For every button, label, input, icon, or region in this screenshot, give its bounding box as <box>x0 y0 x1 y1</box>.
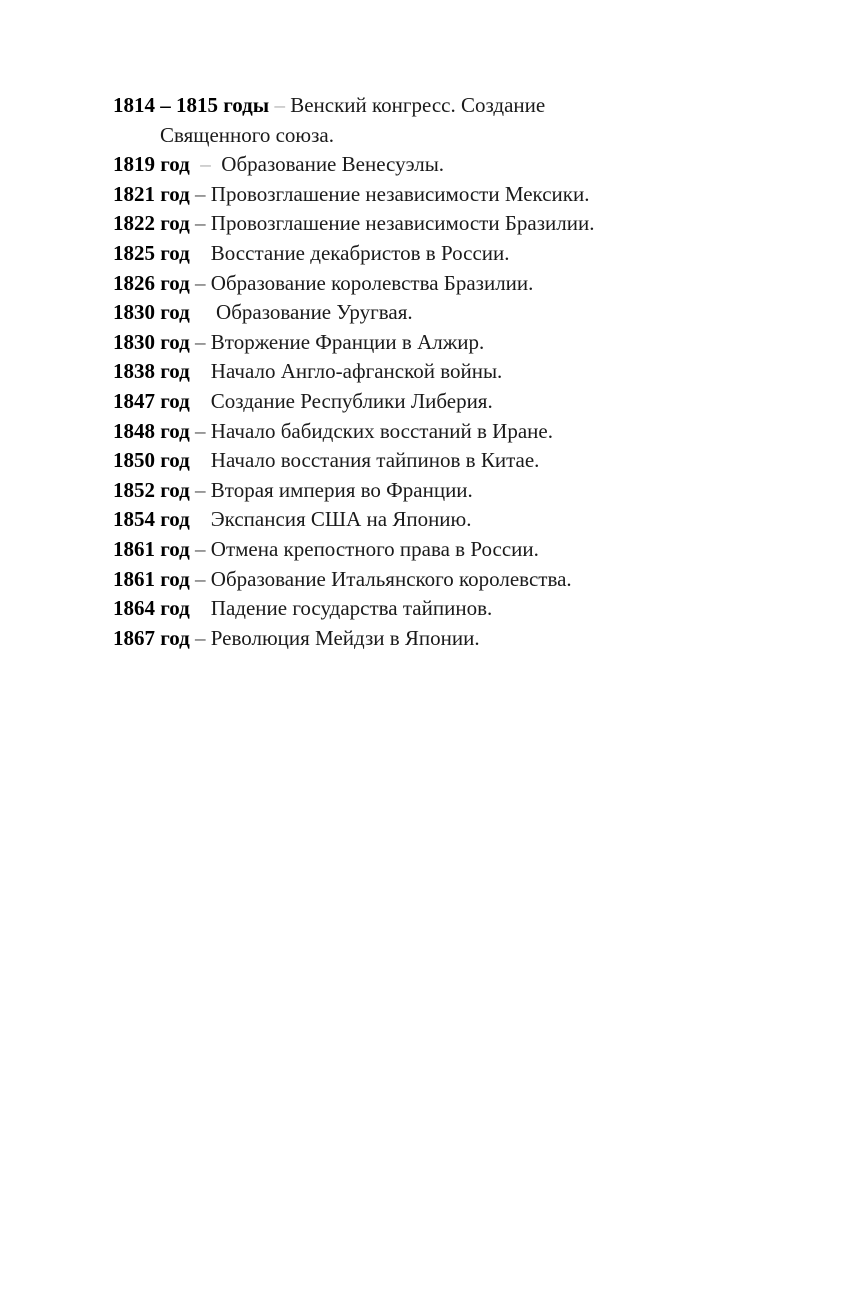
entry-separator: – <box>189 477 211 502</box>
entry-separator: – <box>189 181 211 206</box>
timeline-entry <box>113 565 813 595</box>
entry-text: Провозглашение независимости Мексики. <box>210 181 590 206</box>
timeline-entry <box>113 357 813 387</box>
entry-text: Начало бабидских восстаний в Иране. <box>210 418 553 443</box>
timeline-entry <box>113 594 813 624</box>
entry-text: Восстание декабристов в России. <box>210 240 510 265</box>
entry-separator <box>190 448 211 472</box>
entry-year: 1861 год <box>113 566 190 591</box>
entry-year: 1825 год <box>113 240 190 265</box>
entry-year: 1848 год <box>113 418 190 443</box>
entry-text: Венский конгресс. Создание <box>290 93 546 117</box>
entry-year: 1864 год <box>113 596 190 621</box>
entry-text: Вторая империя во Франции. <box>210 477 473 502</box>
entry-text: Образование Итальянского королевства. <box>210 566 572 591</box>
entry-year: 1854 год <box>113 507 190 532</box>
entry-year: 1826 год <box>113 270 190 295</box>
entry-text-continuation: Священного союза. <box>160 122 334 147</box>
entry-text: Экспансия США на Японию. <box>210 507 472 532</box>
entry-year: 1821 год <box>113 181 190 206</box>
entry-year: 1814 – 1815 годы <box>113 93 270 117</box>
timeline-entry <box>113 476 813 506</box>
timeline-entry <box>113 209 813 239</box>
entry-separator: – <box>189 270 211 295</box>
entry-year: 1819 год <box>113 152 190 177</box>
entry-separator <box>190 507 211 531</box>
timeline-entry <box>113 387 813 417</box>
entry-text: Начало восстания тайпинов в Китае. <box>210 448 540 473</box>
entry-year: 1822 год <box>113 211 190 236</box>
timeline-entry <box>113 91 813 150</box>
entry-year: 1830 год <box>113 300 190 325</box>
timeline-entry <box>113 269 813 299</box>
entry-year: 1838 год <box>113 359 190 384</box>
entry-year: 1852 год <box>113 477 190 502</box>
entry-text: Революция Мейдзи в Японии. <box>210 625 480 650</box>
entry-text: Образование Венесуэлы. <box>221 152 445 177</box>
entry-separator: – <box>189 152 222 177</box>
entry-text: Образование королевства Бразилии. <box>210 270 534 295</box>
entry-separator: – <box>189 211 211 236</box>
entry-separator: – <box>189 329 211 354</box>
entry-year: 1861 год <box>113 536 190 561</box>
timeline-entry <box>113 417 813 447</box>
timeline-entry <box>113 180 813 210</box>
entry-text: Образование Уругвая. <box>216 300 413 325</box>
entry-text: Вторжение Франции в Алжир. <box>210 329 485 354</box>
timeline-list <box>113 91 813 653</box>
timeline-entry <box>113 505 813 535</box>
entry-text: Провозглашение независимости Бразилии. <box>210 211 595 236</box>
entry-separator <box>190 359 211 383</box>
entry-separator <box>190 241 211 265</box>
entry-separator: – <box>189 418 211 443</box>
entry-separator: – <box>189 536 211 561</box>
timeline-entry <box>113 150 813 180</box>
entry-separator: – <box>189 566 211 591</box>
entry-text: Начало Англо-афганской войны. <box>210 359 503 384</box>
entry-text: Падение государства тайпинов. <box>210 596 493 621</box>
entry-separator <box>190 596 211 620</box>
entry-separator <box>190 300 216 324</box>
timeline-entry <box>113 328 813 358</box>
entry-separator: – <box>269 93 291 117</box>
timeline-entry <box>113 446 813 476</box>
timeline-entry <box>113 535 813 565</box>
entry-year: 1850 год <box>113 448 190 473</box>
entry-year: 1830 год <box>113 329 190 354</box>
entry-year: 1847 год <box>113 388 190 413</box>
entry-separator: – <box>189 625 211 650</box>
timeline-entry <box>113 624 813 654</box>
entry-year: 1867 год <box>113 625 190 650</box>
entry-text: Создание Республики Либерия. <box>210 388 493 413</box>
timeline-entry <box>113 239 813 269</box>
timeline-entry <box>113 298 813 328</box>
entry-separator <box>190 389 211 413</box>
entry-text: Отмена крепостного права в России. <box>210 536 539 561</box>
